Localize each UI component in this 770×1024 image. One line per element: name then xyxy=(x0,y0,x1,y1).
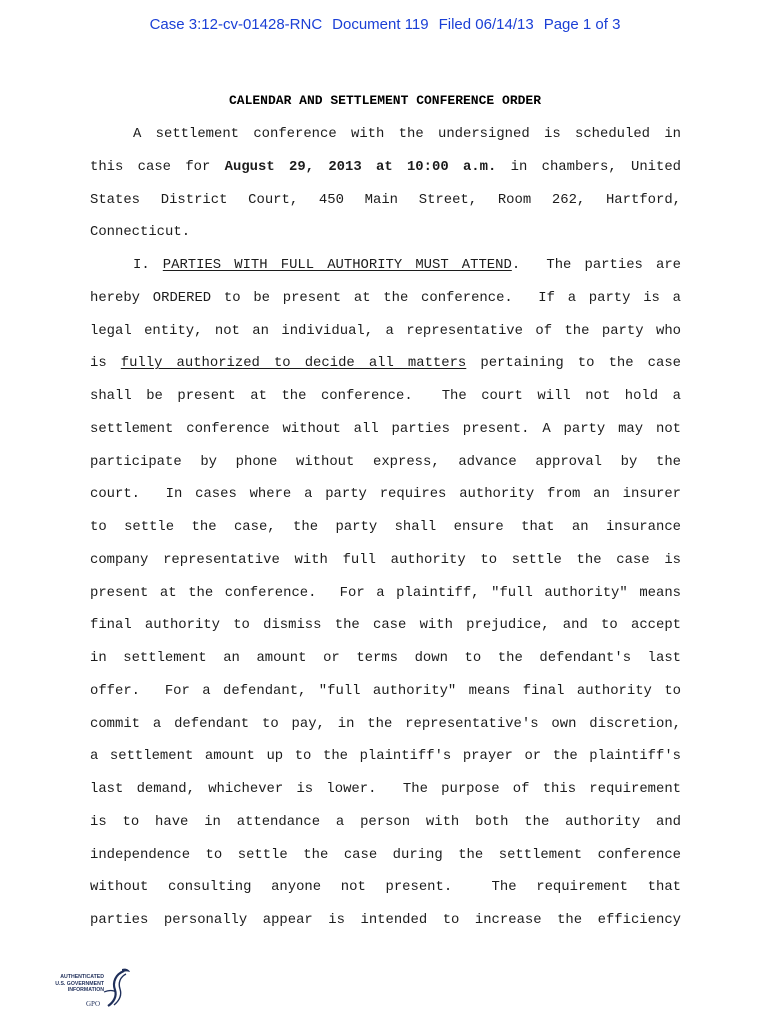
document-title: CALENDAR AND SETTLEMENT CONFERENCE ORDER xyxy=(228,93,542,108)
paragraph-2-line-2: hereby ORDERED to be present at the conference. If a party is a xyxy=(90,289,681,306)
paragraph-2-line-7: participate by phone without express, advance approval by the xyxy=(90,453,681,470)
document-number: Document 119 xyxy=(332,16,429,33)
paragraph-2-line-6: settlement conference without all parties present. A party may not xyxy=(90,420,681,437)
case-header xyxy=(0,16,770,33)
paragraph-2-line-15: commit a defendant to pay, in the representative's own discretion, xyxy=(90,715,681,732)
paragraph-2-line-17: last demand, whichever is lower. The purpose of this requirement xyxy=(90,781,681,797)
paragraph-2-line-11: present at the conference. For a plaintiff, "full authority" means xyxy=(90,584,681,601)
gpo-logo-line: AUTHENTICATED xyxy=(60,974,104,980)
paragraph-1-line-1: A settlement conference with the undersigned is scheduled in xyxy=(133,126,681,142)
case-number: Case 3:12-cv-01428-RNC xyxy=(149,16,323,33)
paragraph-2-line-8: court. In cases where a party requires authority from an insurer xyxy=(90,486,681,503)
paragraph-1-line-4: Connecticut. xyxy=(90,224,191,241)
paragraph-2-line-3: legal entity, not an individual, a representative of the party who xyxy=(90,322,681,339)
text-run: . The parties are xyxy=(511,257,681,273)
underlined-phrase: fully authorized to decide all matters xyxy=(120,355,467,372)
paragraph-2-line-9: to settle the case, the party shall ensure that an insurance xyxy=(90,519,681,535)
text-run: is xyxy=(90,355,121,372)
gpo-eagle-icon xyxy=(102,968,132,1008)
section-number: I. xyxy=(133,257,163,273)
paragraph-2-line-5: shall be present at the conference. The court will not hold a xyxy=(90,388,681,404)
text-run: in chambers, United xyxy=(496,158,681,175)
text-run: this case for xyxy=(90,158,225,175)
paragraph-2-line-10: company representative with full authority to settle the case is xyxy=(90,551,681,568)
gpo-abbreviation: GPO xyxy=(86,1000,101,1008)
gpo-logo-line: U.S. GOVERNMENT xyxy=(55,980,104,987)
paragraph-2-line-4 xyxy=(90,352,681,385)
paragraph-2-line-12: final authority to dismiss the case with prejudice, and to accept xyxy=(90,617,681,634)
paragraph-1-line-3: States District Court, 450 Main Street, Room 262, Hartford, xyxy=(90,191,681,208)
text-run: pertaining to the case xyxy=(466,355,681,372)
gpo-logo-line: INFORMATION xyxy=(67,987,104,994)
paragraph-2-line-13: in settlement an amount or terms down to the defendant's last xyxy=(90,650,681,666)
paragraph-2-line-19: independence to settle the case during the settlement conference xyxy=(90,846,681,863)
gpo-authentication-logo xyxy=(42,968,132,1014)
conference-date: August 29, 2013 at 10:00 a.m. xyxy=(224,158,497,175)
paragraph-2-line-1 xyxy=(90,254,681,287)
paragraph-2-line-14: offer. For a defendant, "full authority" means final authority to xyxy=(90,682,681,699)
paragraph-2-line-16: a settlement amount up to the plaintiff's prayer or the plaintiff's xyxy=(90,748,681,765)
paragraph-2-line-21: parties personally appear is intended to increase the efficiency xyxy=(90,912,681,928)
paragraph-2-line-20: without consulting anyone not present. The requirement that xyxy=(90,879,681,896)
paragraph-2-line-18: is to have in attendance a person with both the authority and xyxy=(90,813,681,830)
filed-date: Filed 06/14/13 xyxy=(438,16,534,33)
order-body xyxy=(90,123,681,942)
paragraph-1-line-2 xyxy=(90,156,681,189)
section-heading: PARTIES WITH FULL AUTHORITY MUST ATTEND xyxy=(162,257,512,273)
gpo-logo-text xyxy=(42,974,104,994)
page-number: Page 1 of 3 xyxy=(543,16,621,33)
